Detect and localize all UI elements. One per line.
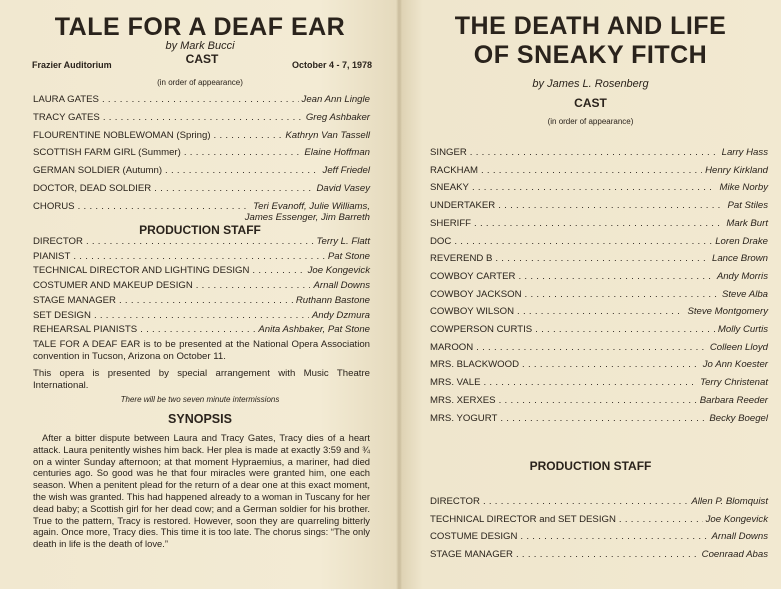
person-name: Loren Drake (715, 235, 768, 247)
arrangement-note: This opera is presented by special arrangement with Music Theatre International. (33, 368, 370, 391)
left-title: TALE FOR A DEAF EAR (54, 13, 346, 41)
credit-row (33, 94, 370, 105)
dot-leader (474, 218, 723, 229)
dot-leader (500, 413, 706, 424)
role-name: STAGE MANAGER (430, 548, 513, 560)
person-name: Ruthann Bastone (295, 294, 370, 306)
person-name: Teri Evanoff, Julie Williams, (253, 200, 370, 212)
person-name: Jeff Friedel (322, 165, 370, 177)
dot-leader (196, 280, 311, 291)
dot-leader (518, 271, 713, 282)
person-name: Colleen Lloyd (709, 341, 768, 353)
role-name: STAGE MANAGER (33, 294, 116, 306)
credit-row (430, 289, 768, 300)
person-name: Jean Ann Lingle (301, 94, 370, 105)
role-name: SET DESIGN (33, 309, 91, 321)
credit-row (33, 112, 370, 123)
person-name: Coenraad Abas (701, 548, 768, 560)
role-name: TRACY GATES (33, 111, 100, 123)
role-name: COSTUMER AND MAKEUP DESIGN (33, 280, 193, 292)
venue: Frazier Auditorium (32, 60, 112, 70)
dot-leader (102, 94, 299, 105)
credit-row (33, 130, 370, 141)
person-name: Greg Ashbaker (305, 111, 370, 123)
credit-row (430, 271, 768, 282)
right-cast-heading: CAST (574, 96, 607, 110)
credit-row (430, 413, 768, 424)
role-name: COSTUME DESIGN (430, 531, 518, 542)
left-author: by Mark Bucci (165, 40, 235, 52)
credit-row (430, 200, 768, 211)
role-name: RACKHAM (430, 164, 478, 176)
dot-leader (454, 236, 712, 247)
credit-row (430, 218, 768, 229)
right-production-heading: PRODUCTION STAFF (529, 459, 652, 473)
credit-row (430, 147, 768, 158)
role-name: UNDERTAKER (430, 200, 496, 212)
role-name: SINGER (430, 147, 467, 158)
role-name: MRS. YOGURT (430, 412, 498, 424)
credit-row (430, 359, 768, 370)
role-name: MRS. VALE (430, 377, 481, 389)
credit-row (430, 531, 768, 542)
dot-leader (525, 289, 719, 300)
role-name: SCOTTISH FARM GIRL (Summer) (33, 147, 181, 159)
role-name: DIRECTOR (430, 496, 480, 507)
person-name: David Vasey (316, 183, 370, 194)
credit-row (33, 236, 370, 247)
synopsis-heading: SYNOPSIS (168, 412, 232, 426)
credit-row (430, 514, 768, 525)
person-name: Becky Boegel (709, 412, 768, 424)
person-name: Anita Ashbaker, Pat Stone (258, 324, 370, 336)
person-name: Pat Stone (327, 250, 370, 262)
dot-leader (73, 251, 325, 262)
credit-row (33, 147, 370, 158)
credit-row (33, 201, 370, 212)
dot-leader (165, 165, 320, 176)
person-name: Allen P. Blomquist (691, 496, 768, 507)
person-name: Arnall Downs (711, 531, 768, 542)
dot-leader (470, 147, 719, 158)
right-author: by James L. Rosenberg (532, 78, 649, 90)
person-name: Jo Ann Koester (702, 359, 768, 371)
role-name: MRS. XERXES (430, 394, 496, 406)
role-name: TECHNICAL DIRECTOR AND LIGHTING DESIGN (33, 265, 250, 277)
credit-row (33, 295, 370, 306)
person-name: Mike Norby (719, 182, 768, 194)
dot-leader (499, 395, 697, 406)
person-name: Terry L. Flatt (316, 236, 370, 247)
person-name: Elaine Hoffman (304, 147, 370, 159)
right-title-line1: THE DEATH AND LIFE (454, 12, 727, 40)
left-cast-heading: CAST (185, 52, 219, 66)
left-header-row (32, 52, 372, 74)
credit-row (430, 182, 768, 193)
credit-row (33, 165, 370, 176)
left-production-heading: PRODUCTION STAFF (139, 223, 261, 237)
credit-row (430, 496, 768, 507)
dot-leader (94, 310, 309, 321)
person-name: Henry Kirkland (705, 164, 768, 176)
dot-leader (154, 183, 313, 194)
credit-row (33, 265, 370, 276)
dot-leader (498, 200, 724, 211)
credit-row (430, 236, 768, 247)
left-order-note: (in order of appearance) (157, 78, 243, 87)
person-name: Pat Stiles (727, 200, 768, 212)
dot-leader (476, 342, 707, 353)
dot-leader (472, 182, 717, 193)
credit-row (430, 165, 768, 176)
dot-leader (535, 324, 715, 335)
person-name: Mark Burt (726, 217, 768, 229)
right-title-line2: OF SNEAKY FITCH (473, 41, 708, 69)
person-name: Larry Hass (721, 147, 768, 158)
synopsis-text: After a bitter dispute between Laura and Tracy Gates, Tracy dies of a heart attack. Laura penitently wishes him back. Her plea is made at exactly 3:59 and ¾ on a winter Sunday afternoon; at that moment Hypraemius, a mariner, had died centuries ago. So good was he that four miracles were granted him, one each season. When a penitent plead for the return of a dear one at this exact moment, the wish was granted. This had happened already to a woman in Tuscany for her dead baby; a Scottish girl for her dead cow; and a German soldier for his brother. True to the pattern, Tracy is restored. However, soon they are quarreling bitterly again. Once more, Tracy dies. This time it is too late. The chorus sings: “The only death in life is the death of love.” (33, 432, 370, 550)
role-name: TECHNICAL DIRECTOR and SET DESIGN (430, 513, 616, 525)
credit-row (33, 324, 370, 335)
dot-leader (619, 514, 703, 525)
credit-row (430, 549, 768, 560)
credit-row (430, 306, 768, 317)
role-name: LAURA GATES (33, 94, 99, 105)
role-name: COWBOY CARTER (430, 270, 516, 282)
dot-leader (214, 130, 283, 141)
role-name: MRS. BLACKWOOD (430, 359, 520, 371)
person-name: Kathryn Van Tassell (285, 129, 370, 141)
dot-leader (522, 359, 700, 370)
role-name: COWBOY JACKSON (430, 288, 522, 300)
person-name: Andy Dzmura (311, 309, 370, 321)
dot-leader (252, 265, 304, 276)
dot-leader (483, 377, 697, 388)
credit-row (33, 280, 370, 291)
role-name: DOCTOR, DEAD SOLDIER (33, 183, 152, 194)
dot-leader (481, 165, 702, 176)
role-name: MAROON (430, 341, 474, 353)
right-order-note: (in order of appearance) (547, 117, 634, 126)
dot-leader (78, 201, 251, 212)
role-name: COWBOY WILSON (430, 306, 515, 318)
person-name: Arnall Downs (313, 280, 370, 292)
person-name: Joe Kongevick (705, 513, 768, 525)
role-name: DIRECTOR (33, 236, 83, 247)
right-title (400, 12, 781, 70)
person-name: Steve Montgomery (687, 306, 768, 318)
dot-leader (140, 324, 255, 335)
dot-leader (86, 236, 314, 247)
person-name: Barbara Reeder (699, 394, 768, 406)
dot-leader (495, 253, 709, 264)
credit-row (430, 377, 768, 388)
intermission-note: There will be two seven minute intermissions (120, 395, 280, 404)
person-name: Steve Alba (721, 288, 768, 300)
dot-leader (516, 549, 699, 560)
credit-row (430, 395, 768, 406)
role-name: PIANIST (33, 250, 71, 262)
dot-leader (520, 531, 708, 542)
role-name: DOC (430, 235, 452, 247)
performance-dates: October 4 - 7, 1978 (291, 60, 372, 70)
person-name: Molly Curtis (717, 324, 768, 335)
credit-row (430, 342, 768, 353)
role-name: CHORUS (33, 200, 75, 212)
credit-row (33, 310, 370, 321)
dot-leader (119, 295, 293, 306)
dot-leader (103, 112, 303, 123)
role-name: REHEARSAL PIANISTS (33, 324, 138, 336)
role-name: FLOURENTINE NOBLEWOMAN (Spring) (33, 129, 211, 141)
credit-row (430, 253, 768, 264)
person-name: Lance Brown (712, 253, 768, 265)
person-name: Terry Christenat (700, 377, 768, 389)
role-name: SHERIFF (430, 217, 472, 229)
dot-leader (517, 306, 684, 317)
role-name: SNEAKY (430, 182, 469, 194)
chorus-extra-names: James Essenger, Jim Barreth (244, 212, 370, 223)
credit-row (430, 324, 768, 335)
credit-row (33, 251, 370, 262)
role-name: GERMAN SOLDIER (Autumn) (33, 165, 163, 177)
credit-row (33, 183, 370, 194)
dot-leader (483, 496, 688, 507)
role-name: REVEREND B (430, 253, 493, 265)
person-name: Andy Morris (716, 270, 768, 282)
dot-leader (184, 147, 302, 158)
role-name: COWPERSON CURTIS (430, 324, 533, 335)
convention-note: TALE FOR A DEAF EAR is to be presented at the National Opera Association convention in Tucson, Arizona on October 11. (33, 339, 370, 362)
person-name: Joe Kongevick (307, 265, 370, 277)
